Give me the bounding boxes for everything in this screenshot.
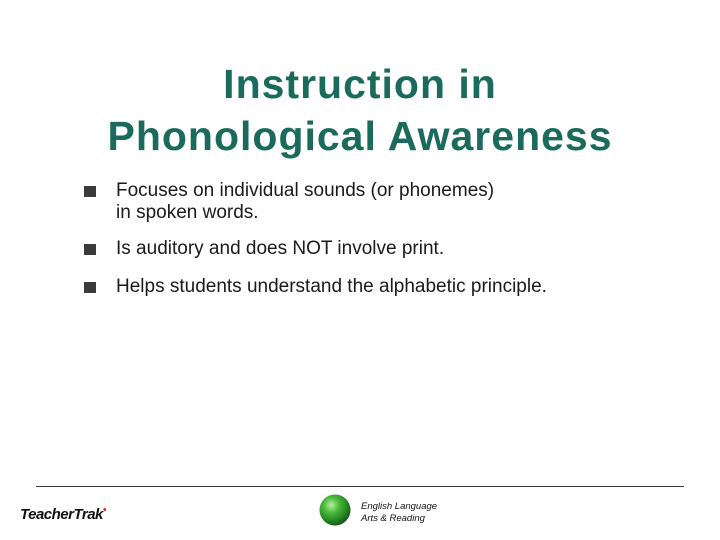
bullet-text-line: in spoken words. [116, 202, 259, 223]
logo-text: TeacherTrak [20, 506, 103, 523]
bullet-text-line: Focuses on individual sounds (or phonemes) [116, 180, 495, 201]
square-bullet-icon [84, 244, 96, 255]
title-line-2: Phonological Awareness [107, 113, 613, 159]
title-line-1: Instruction in [223, 61, 497, 107]
square-bullet-icon [84, 282, 96, 293]
footer-caption [361, 501, 437, 525]
bullet-list [84, 180, 704, 298]
logo-dot-icon: • [102, 505, 106, 516]
bullet-item [84, 238, 704, 276]
bullet-text-line: Is auditory and does NOT involve print. [116, 238, 445, 259]
footer-divider [36, 486, 684, 487]
bullet-item [84, 180, 704, 238]
caption-line-2: Arts & Reading [361, 513, 425, 524]
green-sphere-icon [319, 494, 351, 526]
square-bullet-icon [84, 186, 96, 197]
bullet-item [84, 276, 704, 298]
slide-title [0, 58, 720, 162]
bullet-text-line: Helps students understand the alphabetic principle. [116, 276, 547, 297]
caption-line-1: English Language [361, 501, 438, 512]
teachertrak-logo [20, 505, 106, 523]
